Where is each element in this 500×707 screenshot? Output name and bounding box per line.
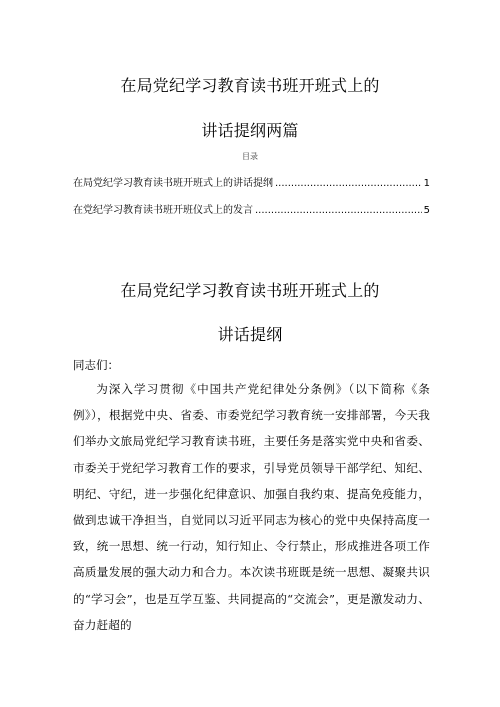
main-title-line1: 在局党纪学习教育读书班开班式上的 xyxy=(120,76,380,95)
toc-leader-dots xyxy=(255,205,422,217)
toc-entry[interactable] xyxy=(73,178,430,190)
toc-entry-text: 在局党纪学习教育读书班开班式上的讲话提纲 xyxy=(73,178,273,189)
article-title-line2: 讲话提纲 xyxy=(217,325,283,344)
greeting: 同志们： xyxy=(73,358,119,372)
article-title-line1: 在局党纪学习教育读书班开班式上的 xyxy=(120,281,380,300)
toc-heading: 目录 xyxy=(242,152,258,161)
toc-entry-page: 5 xyxy=(423,205,430,216)
toc-entry-text: 在党纪学习教育读书班开班仪式上的发言 xyxy=(73,205,253,216)
body-paragraph: 为深入学习贯彻《中国共产党纪律处分条例》（以下简称《条例》），根据党中央、省委、市委党纪学习教育统一安排部署，今天我们举办文旅局党纪学习教育读书班，主要任务是落实党中央和省委、市委关于党纪学习教育工作的要求，引导党员领导干部学纪、知纪、明纪、守纪，进一步强化纪律意识、加强自我约束、提高免疫能力，做到忠诚干净担当，自觉同以习近平同志为核心的党中央保持高度一致，统一思想、统一行动，知行知止、令行禁止，形成推进各项工作高质量发展的强大动力和合力。本次读书班既是统一思想、凝聚共识的“学习会”，也是互学互鉴、共同提高的“交流会”，更是激发动力、奋力赶超的 xyxy=(73,382,430,632)
main-title-line2: 讲话提纲两篇 xyxy=(201,121,299,140)
toc-leader-dots xyxy=(275,178,422,190)
toc-entry[interactable] xyxy=(73,205,430,217)
toc-entry-page: 1 xyxy=(423,178,430,189)
